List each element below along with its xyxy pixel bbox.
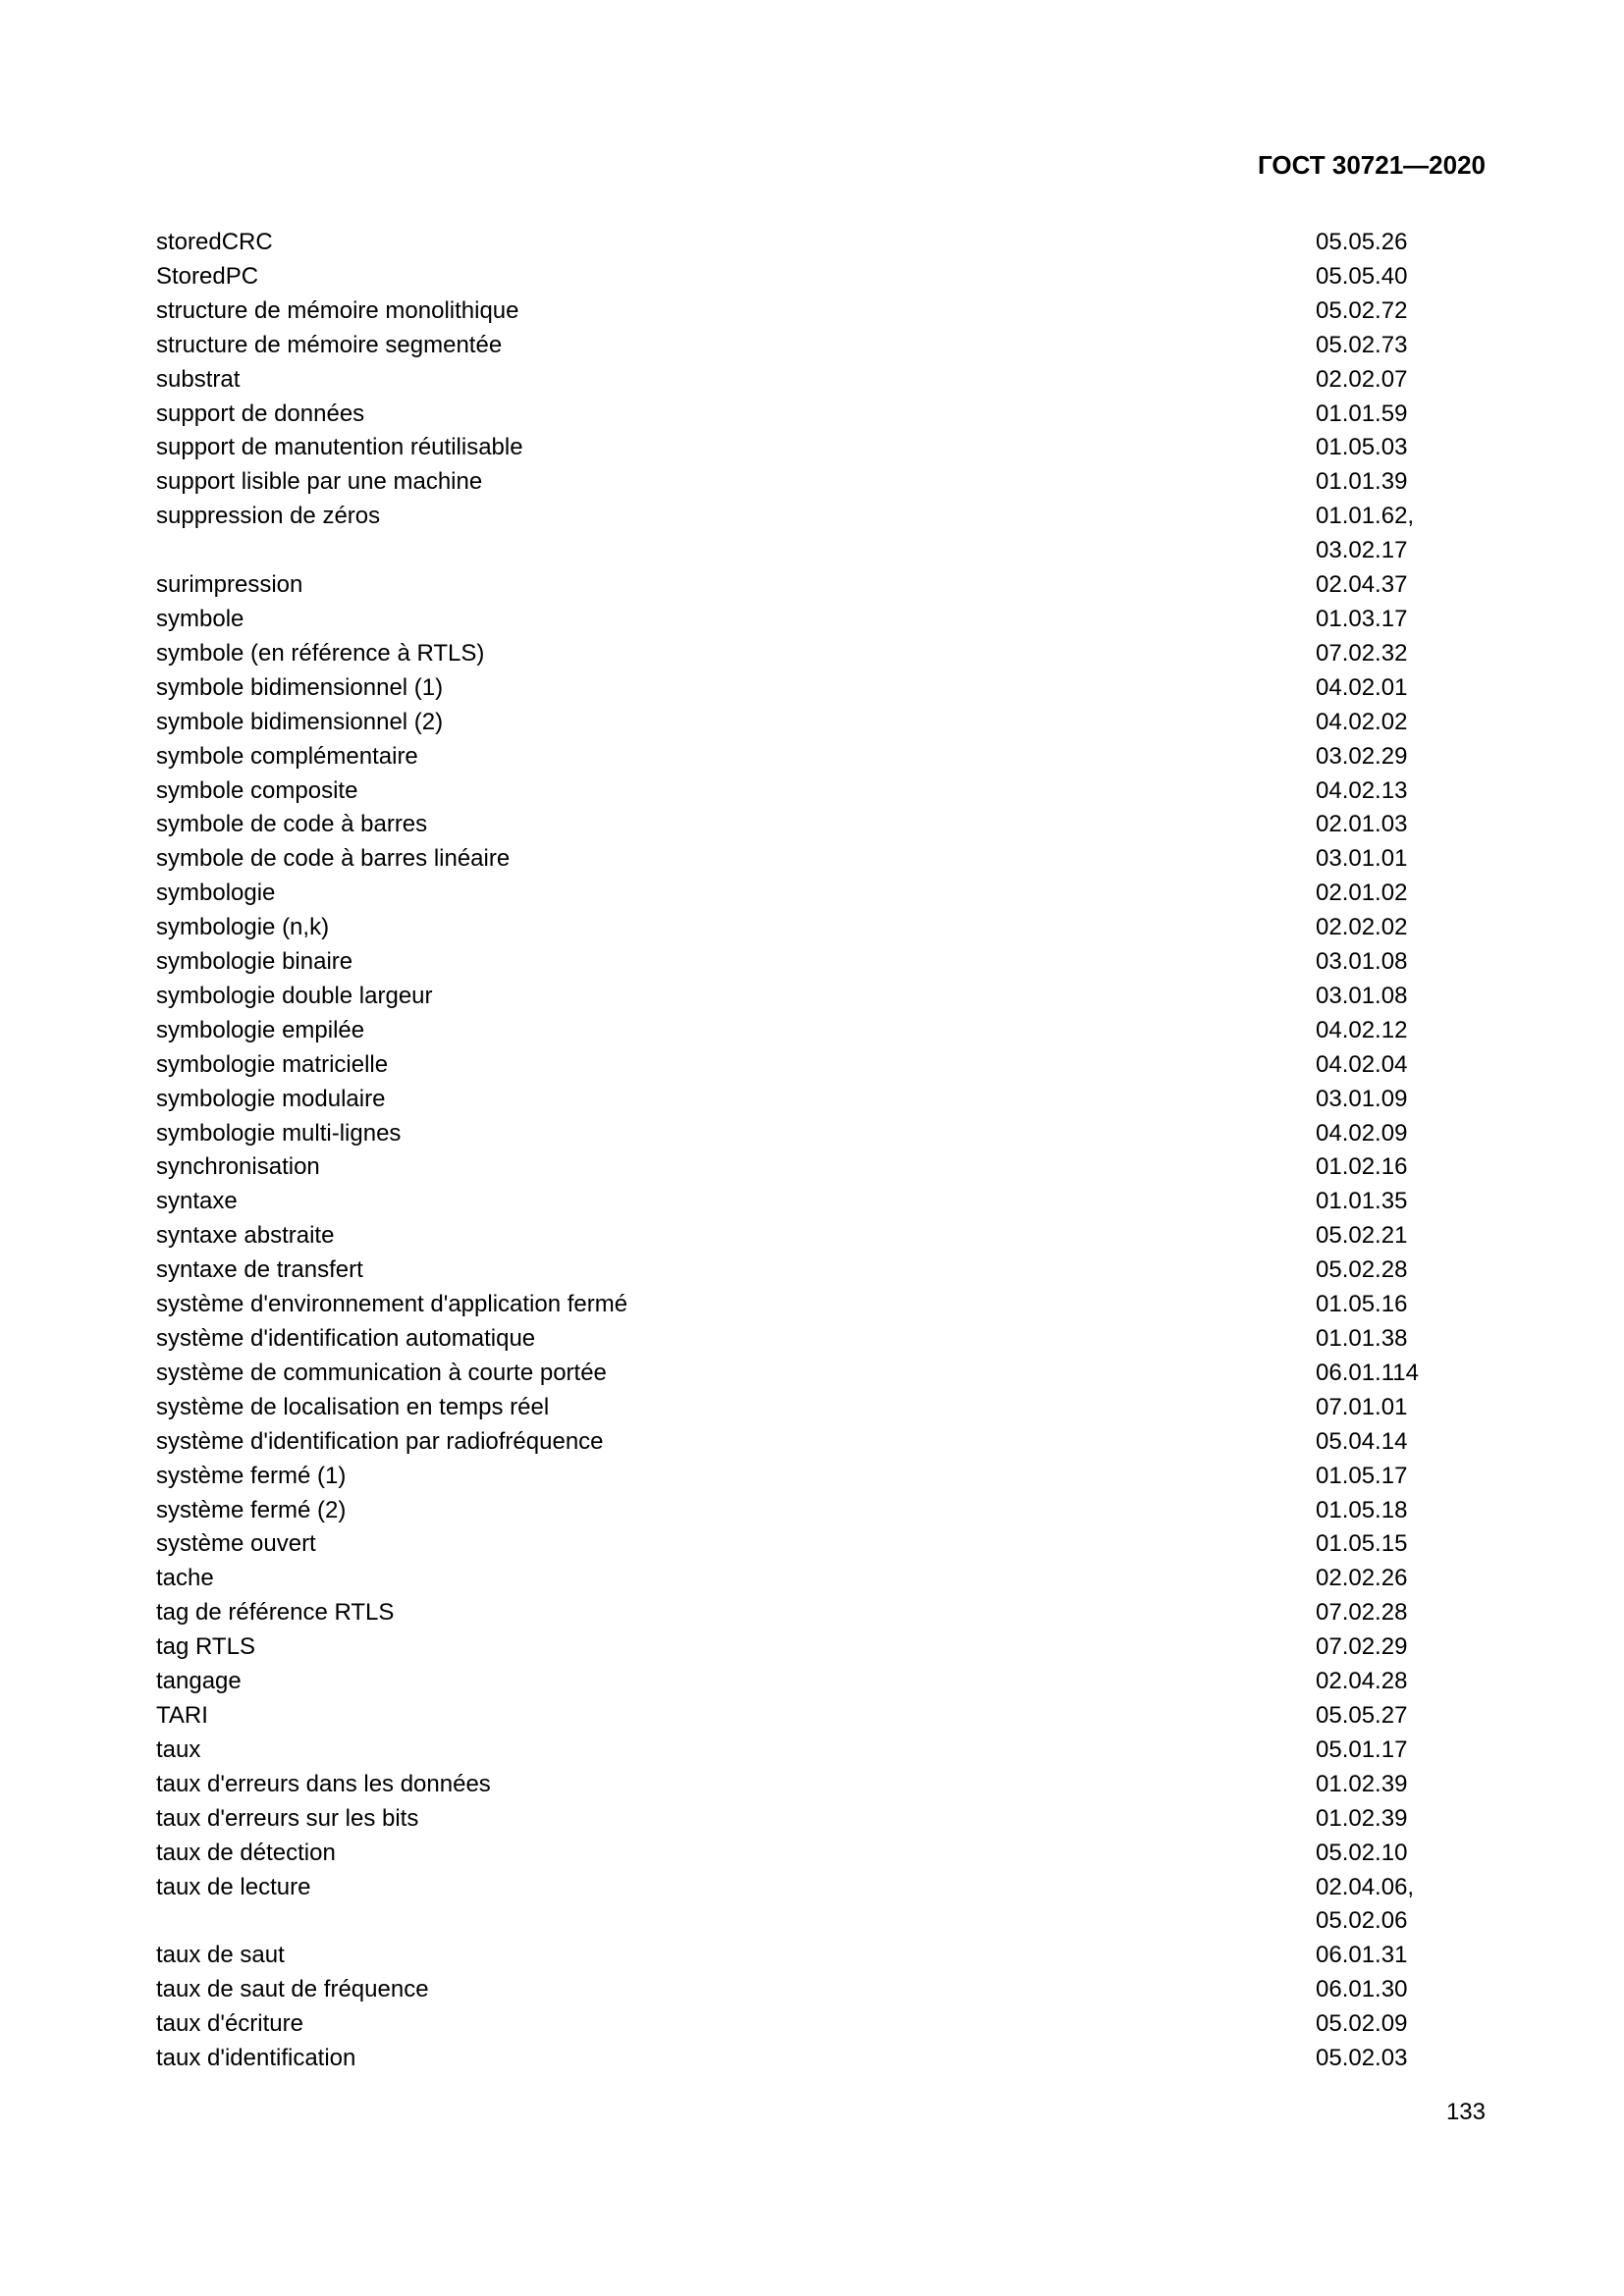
page-number: 133 xyxy=(1445,2099,1486,2125)
index-codes xyxy=(1316,637,1495,671)
index-entry xyxy=(156,465,1495,500)
index-term: syntaxe de transfert xyxy=(156,1256,363,1284)
index-code: 01.01.39 xyxy=(1316,468,1408,496)
index-code: 01.01.35 xyxy=(1316,1188,1408,1215)
index-term: taux xyxy=(156,1735,201,1763)
index-entry xyxy=(156,2007,1495,2042)
index-code: 04.02.04 xyxy=(1316,1050,1408,1078)
index-entry xyxy=(156,1802,1495,1837)
index-term: symbole bidimensionnel (2) xyxy=(156,708,444,735)
index-entry xyxy=(156,842,1495,877)
index-entry xyxy=(156,1665,1495,1699)
index-entry xyxy=(156,706,1495,740)
index-term: système d'identification automatique xyxy=(156,1325,536,1352)
index-code: 01.02.39 xyxy=(1316,1770,1408,1797)
index-entry xyxy=(156,1527,1495,1562)
index-entry xyxy=(156,1322,1495,1357)
index-entry xyxy=(156,1150,1495,1185)
index-entry-list xyxy=(156,226,1495,2076)
index-entry xyxy=(156,808,1495,842)
index-term: symbole xyxy=(156,605,244,632)
index-entry xyxy=(156,363,1495,398)
index-codes xyxy=(1316,1288,1495,1322)
index-code: 04.02.02 xyxy=(1316,708,1408,735)
index-term: symbole bidimensionnel (1) xyxy=(156,673,444,701)
index-term: support de données xyxy=(156,400,365,427)
index-entry xyxy=(156,1288,1495,1322)
index-term: tag RTLS xyxy=(156,1633,255,1661)
index-codes xyxy=(1316,500,1495,568)
index-code: 07.02.29 xyxy=(1316,1633,1408,1661)
index-codes xyxy=(1316,1322,1495,1357)
document-code-header: ГОСТ 30721—2020 xyxy=(1258,150,1486,180)
index-codes xyxy=(1316,1837,1495,1871)
index-term: symbologie binaire xyxy=(156,948,353,976)
index-code: 02.01.03 xyxy=(1316,811,1408,838)
index-code: 05.02.21 xyxy=(1316,1222,1408,1250)
index-entry xyxy=(156,1837,1495,1871)
index-code: 02.02.26 xyxy=(1316,1565,1408,1592)
index-code: 02.04.28 xyxy=(1316,1668,1408,1695)
index-entry xyxy=(156,1357,1495,1391)
index-entry xyxy=(156,431,1495,465)
index-codes xyxy=(1316,294,1495,329)
index-code: 05.02.09 xyxy=(1316,2010,1408,2038)
index-term: support lisible par une machine xyxy=(156,468,483,496)
index-term: StoredPC xyxy=(156,262,259,290)
index-term: taux d'identification xyxy=(156,2045,356,2072)
index-code: 02.04.06, xyxy=(1316,1873,1415,1900)
index-entry xyxy=(156,945,1495,980)
index-codes xyxy=(1316,329,1495,363)
index-term: taux de saut de fréquence xyxy=(156,1976,429,2003)
index-entry xyxy=(156,1973,1495,2007)
index-term: taux de saut xyxy=(156,1942,285,1969)
index-term: taux de détection xyxy=(156,1839,336,1866)
index-entry xyxy=(156,1630,1495,1665)
index-term: syntaxe xyxy=(156,1188,238,1215)
index-term: symbologie empilée xyxy=(156,1016,365,1043)
index-code: 04.02.09 xyxy=(1316,1119,1408,1147)
index-entry xyxy=(156,1939,1495,1973)
index-codes xyxy=(1316,1699,1495,1734)
index-codes xyxy=(1316,1871,1495,1940)
index-codes xyxy=(1316,1802,1495,1837)
index-entry xyxy=(156,226,1495,260)
index-code: 01.03.17 xyxy=(1316,605,1408,632)
index-codes xyxy=(1316,1254,1495,1288)
index-code: 01.05.16 xyxy=(1316,1291,1408,1318)
index-code: 02.02.02 xyxy=(1316,914,1408,941)
index-term: système ouvert xyxy=(156,1530,316,1558)
index-code: 07.02.28 xyxy=(1316,1599,1408,1627)
index-code: 03.02.17 xyxy=(1316,537,1408,564)
index-term: taux d'erreurs sur les bits xyxy=(156,1804,419,1832)
index-code: 07.01.01 xyxy=(1316,1393,1408,1420)
index-entry xyxy=(156,500,1495,568)
index-term: taux d'écriture xyxy=(156,2010,303,2038)
index-code: 04.02.13 xyxy=(1316,776,1408,804)
index-entry xyxy=(156,1083,1495,1117)
index-codes xyxy=(1316,1150,1495,1185)
index-codes xyxy=(1316,980,1495,1014)
index-term: système d'identification par radiofréquence xyxy=(156,1427,604,1455)
index-codes xyxy=(1316,1391,1495,1425)
index-term: système fermé (1) xyxy=(156,1462,347,1489)
index-codes xyxy=(1316,1219,1495,1254)
index-entry xyxy=(156,1460,1495,1494)
index-entry xyxy=(156,671,1495,706)
index-entry xyxy=(156,1734,1495,1768)
index-term: surimpression xyxy=(156,571,303,599)
index-code: 01.05.17 xyxy=(1316,1462,1408,1489)
index-codes xyxy=(1316,260,1495,294)
index-codes xyxy=(1316,1083,1495,1117)
index-codes xyxy=(1316,1562,1495,1596)
index-codes xyxy=(1316,2007,1495,2042)
index-codes xyxy=(1316,1665,1495,1699)
index-entry xyxy=(156,398,1495,432)
index-term: storedCRC xyxy=(156,229,273,255)
index-codes xyxy=(1316,1185,1495,1219)
index-term: symbologie (n,k) xyxy=(156,914,330,941)
index-entry xyxy=(156,980,1495,1014)
index-code: 03.01.01 xyxy=(1316,845,1408,873)
index-term: symbologie double largeur xyxy=(156,982,433,1009)
index-code: 02.01.02 xyxy=(1316,880,1408,907)
index-entry xyxy=(156,2042,1495,2076)
index-code: 01.05.03 xyxy=(1316,434,1408,461)
index-entry xyxy=(156,1425,1495,1460)
index-term: symbologie matricielle xyxy=(156,1050,389,1078)
index-code: 05.05.27 xyxy=(1316,1701,1408,1729)
index-codes xyxy=(1316,226,1495,260)
index-code: 05.02.03 xyxy=(1316,2045,1408,2072)
index-codes xyxy=(1316,1596,1495,1630)
index-code: 01.01.62, xyxy=(1316,503,1415,530)
index-entry xyxy=(156,1699,1495,1734)
index-term: symbole composite xyxy=(156,776,358,804)
index-term: tache xyxy=(156,1565,214,1592)
index-entry xyxy=(156,877,1495,911)
index-code: 01.05.18 xyxy=(1316,1496,1408,1523)
index-codes xyxy=(1316,808,1495,842)
index-codes xyxy=(1316,1014,1495,1048)
index-term: système fermé (2) xyxy=(156,1496,347,1523)
index-entry xyxy=(156,911,1495,945)
index-term: substrat xyxy=(156,365,241,393)
index-code: 02.04.37 xyxy=(1316,571,1408,599)
index-code: 02.02.07 xyxy=(1316,365,1408,393)
index-code: 05.02.28 xyxy=(1316,1256,1408,1284)
index-term: système de communication à courte portée xyxy=(156,1359,607,1386)
index-term: symbole de code à barres linéaire xyxy=(156,845,511,873)
index-code: 03.01.08 xyxy=(1316,948,1408,976)
index-term: symbologie xyxy=(156,880,276,907)
index-codes xyxy=(1316,603,1495,637)
index-code: 03.01.08 xyxy=(1316,982,1408,1009)
index-entry xyxy=(156,1254,1495,1288)
index-entry xyxy=(156,260,1495,294)
index-term: structure de mémoire segmentée xyxy=(156,331,503,358)
index-code: 06.01.30 xyxy=(1316,1976,1408,2003)
index-codes xyxy=(1316,911,1495,945)
index-code: 05.02.06 xyxy=(1316,1907,1408,1935)
index-entry xyxy=(156,1014,1495,1048)
index-codes xyxy=(1316,877,1495,911)
index-entry xyxy=(156,1596,1495,1630)
index-entry xyxy=(156,329,1495,363)
index-codes xyxy=(1316,740,1495,774)
index-term: syntaxe abstraite xyxy=(156,1222,335,1250)
index-term: symbole (en référence à RTLS) xyxy=(156,639,485,667)
index-codes xyxy=(1316,1939,1495,1973)
index-term: TARI xyxy=(156,1701,208,1729)
index-codes xyxy=(1316,465,1495,500)
index-code: 06.01.31 xyxy=(1316,1942,1408,1969)
index-codes xyxy=(1316,431,1495,465)
index-term: système d'environnement d'application fermé xyxy=(156,1291,628,1318)
index-entry xyxy=(156,1494,1495,1528)
index-term: symbologie modulaire xyxy=(156,1085,386,1112)
index-entry xyxy=(156,637,1495,671)
index-codes xyxy=(1316,1425,1495,1460)
index-term: tangage xyxy=(156,1668,242,1695)
index-entry xyxy=(156,774,1495,809)
index-codes xyxy=(1316,398,1495,432)
index-codes xyxy=(1316,1357,1495,1391)
index-code: 01.02.16 xyxy=(1316,1153,1408,1181)
index-codes xyxy=(1316,363,1495,398)
index-code: 03.02.29 xyxy=(1316,742,1408,770)
index-code: 05.05.40 xyxy=(1316,262,1408,290)
index-entry xyxy=(156,603,1495,637)
index-entry xyxy=(156,568,1495,603)
index-codes xyxy=(1316,1768,1495,1802)
index-code: 05.02.72 xyxy=(1316,296,1408,324)
index-codes xyxy=(1316,1460,1495,1494)
index-code: 05.02.10 xyxy=(1316,1839,1408,1866)
index-codes xyxy=(1316,1527,1495,1562)
index-codes xyxy=(1316,1973,1495,2007)
index-codes xyxy=(1316,2042,1495,2076)
index-codes xyxy=(1316,1734,1495,1768)
index-code: 05.01.17 xyxy=(1316,1735,1408,1763)
index-term: support de manutention réutilisable xyxy=(156,434,523,461)
index-term: synchronisation xyxy=(156,1153,320,1181)
index-code: 05.02.73 xyxy=(1316,331,1408,358)
index-term: structure de mémoire monolithique xyxy=(156,296,519,324)
index-code: 01.02.39 xyxy=(1316,1804,1408,1832)
index-code: 06.01.114 xyxy=(1316,1359,1419,1386)
index-entry xyxy=(156,1048,1495,1083)
index-entry xyxy=(156,1562,1495,1596)
index-code: 05.04.14 xyxy=(1316,1427,1408,1455)
index-term: système de localisation en temps réel xyxy=(156,1393,550,1420)
index-entry xyxy=(156,1219,1495,1254)
index-entry xyxy=(156,294,1495,329)
index-term: symbole complémentaire xyxy=(156,742,418,770)
index-codes xyxy=(1316,1117,1495,1151)
index-codes xyxy=(1316,568,1495,603)
index-entry xyxy=(156,1768,1495,1802)
index-term: symbologie multi-lignes xyxy=(156,1119,402,1147)
index-code: 05.05.26 xyxy=(1316,229,1408,255)
index-code: 03.01.09 xyxy=(1316,1085,1408,1112)
index-code: 04.02.01 xyxy=(1316,673,1408,701)
index-code: 07.02.32 xyxy=(1316,639,1408,667)
index-codes xyxy=(1316,1630,1495,1665)
index-entry xyxy=(156,740,1495,774)
index-code: 04.02.12 xyxy=(1316,1016,1408,1043)
index-codes xyxy=(1316,945,1495,980)
index-code: 01.01.38 xyxy=(1316,1325,1408,1352)
index-entry xyxy=(156,1391,1495,1425)
index-term: suppression de zéros xyxy=(156,503,381,530)
index-codes xyxy=(1316,1048,1495,1083)
index-entry xyxy=(156,1117,1495,1151)
index-code: 01.01.59 xyxy=(1316,400,1408,427)
index-term: symbole de code à barres xyxy=(156,811,428,838)
index-codes xyxy=(1316,706,1495,740)
index-codes xyxy=(1316,774,1495,809)
index-code: 01.05.15 xyxy=(1316,1530,1408,1558)
index-term: taux de lecture xyxy=(156,1873,311,1900)
index-term: taux d'erreurs dans les données xyxy=(156,1770,491,1797)
index-entry xyxy=(156,1185,1495,1219)
index-term: tag de référence RTLS xyxy=(156,1599,395,1627)
index-codes xyxy=(1316,842,1495,877)
index-codes xyxy=(1316,1494,1495,1528)
index-entry xyxy=(156,1871,1495,1940)
index-codes xyxy=(1316,671,1495,706)
